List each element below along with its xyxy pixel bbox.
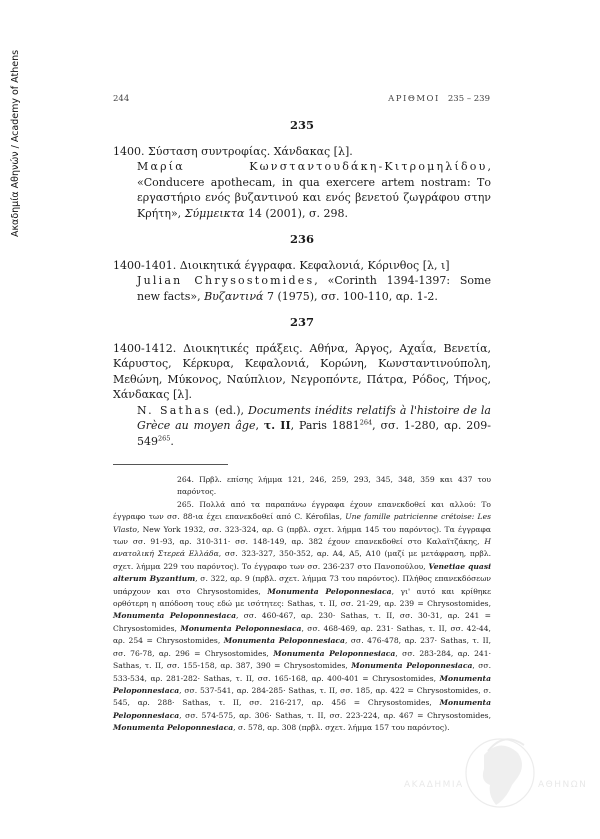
citation-text: , «Corinth 1394-1397: Some new facts», [137, 274, 491, 303]
citation-text: , «Conducere apothecam, in qua exercere artem nostram: Το εργαστήριο ενός βυζαντινού και ενός βενετού ζωγράφου στην Κρήτη», [137, 160, 491, 220]
footnote-text: , σσ. 468-469, αρ. 231· Sathas, τ. II, σσ. 42-44, αρ. 254 = Chrysostomides, [113, 623, 491, 646]
footnote-title: Monumenta Peloponnesiaca [113, 673, 491, 695]
citation-journal: Documents inédits relatifs à l'histoire de la Grèce au moyen âge [137, 403, 491, 432]
entry-heading: 1400-1412. Διοικητικές πράξεις. Αθήνα, Άργος, Αχαΐα, Βενετία, Κάρυστος, Κέρκυρα, Κεφαλονιά, Κορώνη, Κωνσταντινούπολη, Μεθώνη, Μύκονος, Ναύπλιον, Νεγροπόντε, Πάτρα, Ρόδος, Τήνος, Χάνδακας [λ]. [113, 341, 491, 401]
footnote-ref[interactable]: 264 [359, 418, 373, 427]
footnote-title: Monumenta Peloponnesiaca [351, 661, 473, 671]
footnote-title: Monumenta Peloponnesiaca [113, 698, 491, 720]
watermark-right-text: ΑΘΗΝΩΝ [538, 780, 588, 790]
citation-text: , Paris 1881 [290, 419, 360, 432]
footnote-title: Monumenta Peloponnesiaca [180, 623, 302, 633]
citation-text: , [255, 419, 264, 432]
entry-235 [113, 144, 491, 222]
citation-volume: τ. II [263, 419, 291, 432]
footnote-text: , σσ. 460-467, αρ. 230· Sathas, τ. II, σσ. 30-31, αρ. 241 = Chrysostomides, [113, 611, 492, 633]
running-title [388, 94, 490, 104]
footnote-text: , σσ. 283-284, αρ. 241· Sathas, τ. II, σσ. 155-158, αρ. 387, 390 = Chrysostomides, [113, 648, 491, 671]
footnote-text: , γι' αυτό και κρίθηκε ορθότερη η απόδοση τους εδώ με ισότητες: Sathas, τ. II, σσ. 21-29, αρ. 239 = Chrysostomides, [113, 586, 491, 609]
citation-journal: Σύμμεικτα [184, 206, 245, 220]
footnote-title: Venetiae quasi alterum Byzantium [113, 561, 491, 584]
footnote-title: Monumenta Peloponnesiaca [223, 636, 345, 646]
page-number: 244 [113, 94, 130, 104]
entry-237 [113, 341, 491, 450]
footnote-title: Une famille patricienne crétoise: Les Vlasto [113, 512, 491, 534]
citation-text: (ed.), [210, 403, 248, 417]
page-header [113, 94, 490, 104]
footnotes [113, 474, 491, 735]
side-label-text: Ακαδημία Αθηνών / Academy of Athens [10, 49, 22, 237]
athena-head-icon [466, 739, 534, 807]
footnote-text: , σσ. 476-478, αρ. 237· Sathas, τ. II, σσ. 76-78, αρ. 296 = Chrysostomides, [113, 636, 491, 658]
footnote-265 [113, 499, 491, 735]
academy-watermark [400, 725, 595, 825]
footnote-text: , σ. 578, αρ. 308 (πρβλ. σχετ. λήμμα 157 του παρόντος). [233, 723, 450, 733]
footnote-title: Monumenta Peloponnesiaca [113, 611, 237, 621]
entry-citation [113, 159, 491, 221]
running-title-text: ΑΡΙΘΜΟΙ [388, 94, 440, 104]
citation-text: 7 (1975), σσ. 100-110, αρ. 1-2. [263, 289, 438, 303]
entry-236 [113, 258, 491, 305]
citation-journal: Βυζαντινά [204, 289, 264, 303]
citation-author: Μαρία Κωνσταντουδάκη-Κιτρομηλίδου [137, 160, 488, 173]
footnote-title: Monumenta Peloponnesiaca [267, 586, 392, 596]
entry-citation [113, 273, 491, 304]
section-number: 236 [289, 232, 314, 246]
section-number: 235 [289, 118, 314, 132]
footnote-text: 265. Πολλά από τα παραπάνω έγγραφα έχουν επανεκδοθεί και αλλού: Το έγγραφο των σσ. 88-ια έχει επανεκδοθεί από C. Kérofilas, [113, 499, 491, 522]
footnote-text: , σ. 322, αρ. 9 (πρβλ. σχετ. λήμμα 73 του παρόντος). Πλήθος επανεκδόσεων υπάρχουν και στο Chrysostomides, [113, 574, 491, 596]
watermark-left-text: ΑΚΑΔΗΜΙΑ [404, 780, 464, 790]
footnote-title: Η ανατολική Στερεά Ελλάδα [113, 537, 491, 559]
footnote-text: , σσ. 533-534, αρ. 281-282· Sathas, τ. II, σσ. 165-168, αρ. 400-401 = Chrysostomides, [113, 661, 492, 683]
footnote-text: , σσ. 574-575, αρ. 306· Sathas, τ. II, σσ. 223-224, αρ. 467 = Chrysostomides, [179, 710, 491, 720]
footnote-text: , σσ. 537-541, αρ. 284-285· Sathas, τ. II, σσ. 185, αρ. 422 = Chrysostomides, σ. 545, αρ. 288· Sathas, τ. II, σσ. 216-217, αρ. 456 = Chrysostomides, [113, 685, 491, 708]
citation-text: 14 (2001), σ. 298. [244, 206, 348, 220]
running-title-range: 235 – 239 [447, 94, 490, 104]
section-number: 237 [289, 315, 314, 329]
entry-citation [113, 403, 491, 450]
entry-heading: 1400-1401. Διοικητικά έγγραφα. Κεφαλονιά, Κόρινθος [λ, ι] [113, 258, 450, 272]
footnote-divider [113, 464, 228, 465]
footnote-ref[interactable]: 265 [158, 433, 171, 442]
footnote-title: Monumenta Peloponnesiaca [273, 648, 396, 658]
side-label [6, 28, 26, 258]
footnote-264: 264. Πρβλ. επίσης λήμμα 121, 246, 259, 293, 345, 348, 359 και 437 του παρόντος. [177, 475, 491, 497]
citation-author: N. Sathas [137, 403, 211, 417]
main-content [113, 118, 491, 460]
citation-author: Julian Chrysostomides [137, 274, 315, 287]
citation-text: , σσ. 1-280, αρ. 209-549 [137, 419, 491, 448]
citation-text: . [170, 434, 174, 448]
footnote-title: Monumenta Peloponnesiaca [113, 723, 234, 733]
footnote-text: , New York 1932, σσ. 323-324, αρ. G (πρβλ. σχετ. λήμμα 145 του παρόντος). Τα έγγραφα των σσ. 91-93, αρ. 310-311· σσ. 148-149, αρ. 382 έχουν επανεκδοθεί στο Καλαϊτζάκης, [113, 524, 491, 547]
footnote-text: , σσ. 323-327, 350-352, αρ. Α4, Α5, Α10 (μαζί με μετάφραση, πρβλ. σχετ. λήμμα 229 του παρόντος). Το έγγραφο των σσ. 236-237 στο Πανοπούλου, [113, 549, 491, 571]
entry-heading: 1400. Σύσταση συντροφίας. Χάνδακας [λ]. [113, 144, 353, 158]
